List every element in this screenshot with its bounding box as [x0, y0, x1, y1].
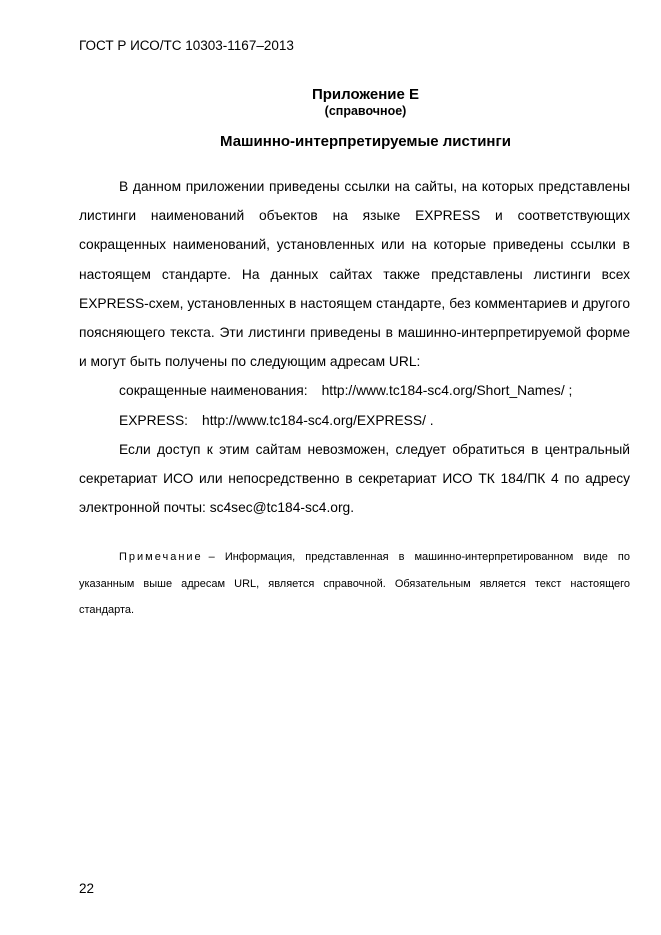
page-number: 22 [79, 881, 95, 896]
short-names-line [79, 376, 630, 405]
short-names-url-link[interactable]: http://www.tc184-sc4.org/Short_Names/ ; [321, 383, 573, 399]
paragraph-intro: В данном приложении приведены ссылки на сайты, на которых представлены листинги наименований объектов на языке EXPRESS и соответствующих сокращенных наименований, установленных или на которые приведены ссылки в настоящем стандарте. На данных сайтах также представлены листинги всех EXPRESS-схем, установленных в настоящем стандарте, без комментариев и другого поясняющего текста. Эти листинги приведены в машинно-интерпретируемой форме и могут быть получены по следующим адресам URL: [79, 179, 630, 370]
short-names-label: сокращенные наименования: [119, 383, 308, 399]
note-label: Примечание [119, 551, 203, 563]
body-text [79, 172, 630, 522]
express-line [79, 406, 630, 435]
document-standard-id: ГОСТ Р ИСО/ТС 10303-1167–2013 [79, 38, 294, 53]
express-url-link[interactable]: http://www.tc184-sc4.org/EXPRESS/ . [202, 412, 434, 428]
appendix-title: Приложение Е [311, 86, 420, 103]
express-label: EXPRESS: [119, 412, 189, 428]
appendix-subtitle: (справочное) [324, 104, 407, 118]
note-text: – Информация, представленная в машинно-интерпретированном виде по указанным выше адресам URL, является справочной. Обязательным является текст настоящего стандарта. [79, 551, 630, 616]
note-paragraph [79, 544, 630, 624]
section-heading: Машинно-интерпретируемые листинги [220, 133, 511, 150]
paragraph-contact: Если доступ к этим сайтам невозможен, следует обратиться в центральный секретариат ИСО или непосредственно в секретариат ИСО ТК 184/ПК 4 по адресу электронной почты: sc4sec@tc184-sc4.org. [79, 441, 630, 516]
note-block [79, 544, 630, 624]
